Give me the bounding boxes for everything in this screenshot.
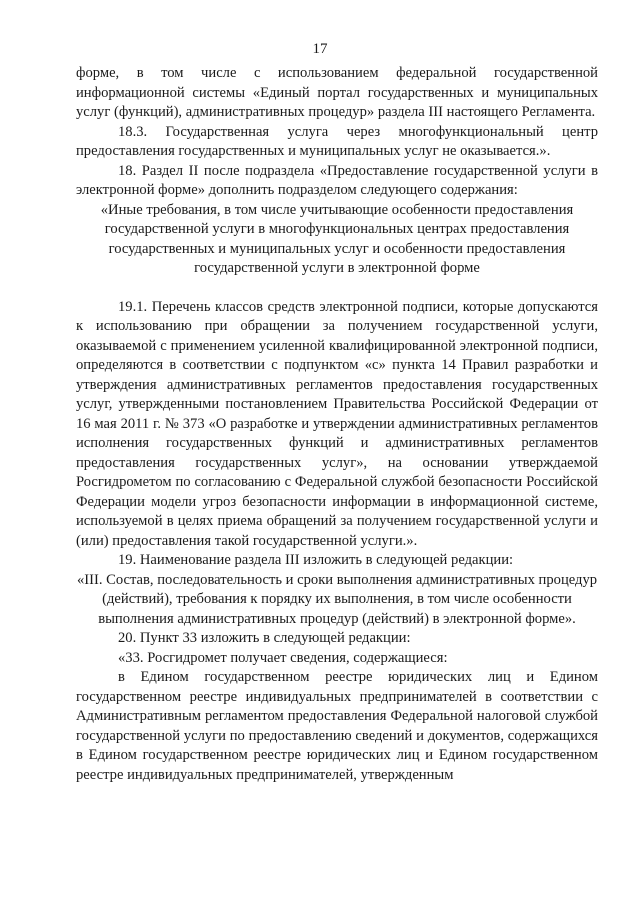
paragraph-33-registry: в Едином государственном реестре юридических лиц и Едином государственном реестре индивидуальных предпринимателей в соответствии с Административным регламентом предоставления Федеральной налоговой службой государственной услуги по предоставлению сведений и документов, содержащихся в Едином государственном реестре юридических лиц и Едином государственном реестре индивидуальных предпринимателей, утвержденным <box>76 669 598 783</box>
document-body <box>76 64 598 785</box>
paragraph-19-1: 19.1. Перечень классов средств электронной подписи, которые допускаются к использованию при обращении за получением государственной услуги, оказываемой с применением усиленной квалифицированной электронной подписи, определяются в соответствии с подпунктом «с» пункта 14 Правил разработки и утверждения административных регламентов предоставления государственных услуг, утвержденными постановлением Правительства Российской Федерации от 16 мая 2011 г. № 373 «О разработке и утверждении административных регламентов исполнения государственных функций и административных регламентов предоставления государственных услуг», на основании утверждаемой Росгидрометом по согласованию с Федеральной службой безопасности Российской Федерации модели угроз безопасности информации в информационной системе, используемой в целях приема обращений за получением государственной услуги и (или) предоставления такой государственной услуги.». <box>76 298 598 549</box>
spacer <box>76 279 598 298</box>
paragraph-19: 19. Наименование раздела III изложить в следующей редакции: <box>118 552 514 568</box>
subsection-heading: «Иные требования, в том числе учитывающие особенности предоставления государственной услуги в многофункциональных центрах предоставления государственных и муниципальных услуг и особенности предоставления государственной услуги в электронной форме <box>100 201 574 276</box>
paragraph-18: 18. Раздел II после подраздела «Предоставление государственной услуги в электронной форме» дополнить подразделом следующего содержания: <box>76 162 598 198</box>
section-heading: «III. Состав, последовательность и сроки выполнения административных процедур (действий), требования к порядку их выполнения, в том числе особенности выполнения административных процедур (действий) в электронной форме». <box>76 571 598 627</box>
page-number: 17 <box>312 41 328 57</box>
paragraph-33: «33. Росгидромет получает сведения, содержащиеся: <box>118 649 448 666</box>
paragraph-20: 20. Пункт 33 изложить в следующей редакции: <box>118 630 411 646</box>
paragraph-18-3: 18.3. Государственная услуга через многофункциональный центр предоставления государственных и муниципальных услуг не оказывается.». <box>76 123 598 159</box>
paragraph-continuation: форме, в том числе с использованием федеральной государственной информационной системы «Единый портал государственных и муниципальных услуг (функций), административных процедур» раздела III настоящего Регламента. <box>76 65 598 120</box>
